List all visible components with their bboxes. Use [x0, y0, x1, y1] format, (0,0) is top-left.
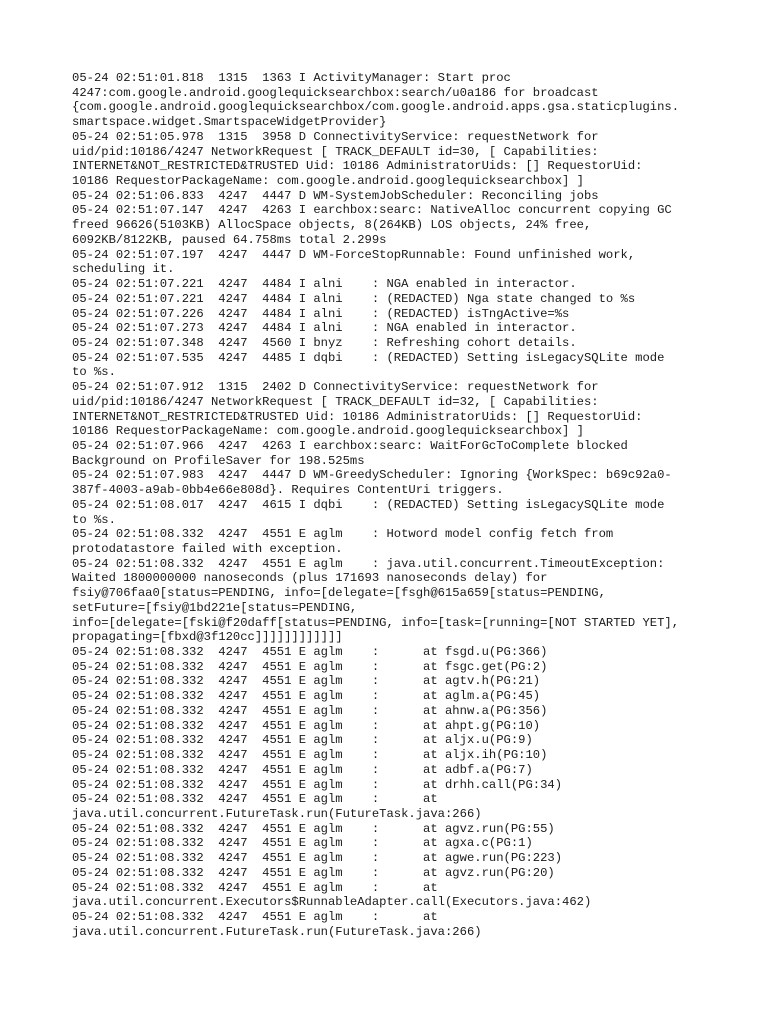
log-line: 05-24 02:51:07.221 4247 4484 I alni : (REDACTED) Nga state changed to %s [72, 291, 636, 306]
log-line: 05-24 02:51:08.332 4247 4551 E aglm : at agxa.c(PG:1) [72, 836, 533, 851]
log-line: 05-24 02:51:07.147 4247 4263 I earchbox:searc: NativeAlloc concurrent copying GC [72, 203, 672, 218]
log-line: uid/pid:10186/4247 NetworkRequest [ TRACK_DEFAULT id=30, [ Capabilities: [72, 144, 599, 159]
log-line: java.util.concurrent.FutureTask.run(FutureTask.java:266) [72, 806, 482, 821]
log-line: 05-24 02:51:07.535 4247 4485 I dqbi : (REDACTED) Setting isLegacySQLite mode [72, 350, 665, 365]
log-line: 05-24 02:51:08.332 4247 4551 E aglm : at aljx.ih(PG:10) [72, 748, 548, 763]
log-line: info=[delegate=[fski@f20daff[status=PENDING, info=[task=[running=[NOT STARTED YET], [72, 615, 680, 630]
log-line: 05-24 02:51:08.332 4247 4551 E aglm : at aglm.a(PG:45) [72, 689, 541, 704]
log-line: 05-24 02:51:08.332 4247 4551 E aglm : at drhh.call(PG:34) [72, 777, 563, 792]
log-line: 05-24 02:51:08.332 4247 4551 E aglm : at aljx.u(PG:9) [72, 733, 533, 748]
log-line: 10186 RequestorPackageName: com.google.android.googlequicksearchbox] ] [72, 424, 584, 439]
log-line: fsiy@706faa0[status=PENDING, info=[delegate=[fsgh@615a659[status=PENDING, [72, 586, 606, 601]
log-line: 05-24 02:51:06.833 4247 4447 D WM-SystemJobScheduler: Reconciling jobs [72, 188, 599, 203]
log-line: 10186 RequestorPackageName: com.google.android.googlequicksearchbox] ] [72, 174, 584, 189]
log-line: java.util.concurrent.Executors$RunnableAdapter.call(Executors.java:462) [72, 895, 592, 910]
log-line: 05-24 02:51:07.273 4247 4484 I alni : NGA enabled in interactor. [72, 321, 577, 336]
log-line: 05-24 02:51:08.332 4247 4551 E aglm : java.util.concurrent.TimeoutException: [72, 556, 665, 571]
log-line: 05-24 02:51:08.332 4247 4551 E aglm : at agwe.run(PG:223) [72, 851, 563, 866]
log-line: INTERNET&NOT_RESTRICTED&TRUSTED Uid: 10186 AdministratorUids: [] RequestorUid: [72, 159, 643, 174]
log-line: 05-24 02:51:01.818 1315 1363 I ActivityManager: Start proc [72, 71, 511, 85]
log-line: protodatastore failed with exception. [72, 542, 343, 556]
log-line: 05-24 02:51:08.332 4247 4551 E aglm : at [72, 909, 438, 924]
log-line: 05-24 02:51:08.332 4247 4551 E aglm : at agtv.h(PG:21) [72, 674, 541, 689]
log-line: 05-24 02:51:08.332 4247 4551 E aglm : Hotword model config fetch from [72, 527, 614, 542]
log-line: java.util.concurrent.FutureTask.run(FutureTask.java:266) [72, 924, 482, 939]
log-line: 05-24 02:51:07.966 4247 4263 I earchbox:searc: WaitForGcToComplete blocked [72, 438, 628, 453]
log-line: uid/pid:10186/4247 NetworkRequest [ TRACK_DEFAULT id=32, [ Capabilities: [72, 394, 599, 409]
log-line: 6092KB/8122KB, paused 64.758ms total 2.299s [72, 232, 387, 247]
log-line: 05-24 02:51:08.332 4247 4551 E aglm : at ahpt.g(PG:10) [72, 718, 541, 733]
log-line: 05-24 02:51:08.017 4247 4615 I dqbi : (REDACTED) Setting isLegacySQLite mode [72, 497, 665, 512]
log-line: 05-24 02:51:07.226 4247 4484 I alni : (REDACTED) isTngActive=%s [72, 306, 570, 321]
log-line: 05-24 02:51:08.332 4247 4551 E aglm : at agvz.run(PG:20) [72, 865, 555, 880]
log-line: to %s. [72, 512, 116, 527]
log-line: scheduling it. [72, 262, 175, 277]
log-line: 05-24 02:51:08.332 4247 4551 E aglm : at [72, 880, 438, 895]
log-line: 05-24 02:51:08.332 4247 4551 E aglm : at adbf.a(PG:7) [72, 762, 533, 777]
log-line: to %s. [72, 365, 116, 380]
log-line: 05-24 02:51:08.332 4247 4551 E aglm : at [72, 792, 438, 807]
log-line: 05-24 02:51:07.983 4247 4447 D WM-GreedyScheduler: Ignoring {WorkSpec: b69c92a0- [72, 468, 672, 483]
log-line: 05-24 02:51:07.221 4247 4484 I alni : NGA enabled in interactor. [72, 277, 577, 292]
log-line: 387f-4003-a9ab-0bb4e66e808d}. Requires ContentUri triggers. [72, 483, 504, 498]
log-line: smartspace.widget.SmartspaceWidgetProvider} [72, 115, 387, 130]
log-line: Waited 1800000000 nanoseconds (plus 171693 nanoseconds delay) for [72, 571, 548, 586]
log-line: Background on ProfileSaver for 198.525ms [72, 453, 365, 468]
log-line: 05-24 02:51:08.332 4247 4551 E aglm : at fsgd.u(PG:366) [72, 645, 548, 660]
log-line: 05-24 02:51:07.348 4247 4560 I bnyz : Refreshing cohort details. [72, 335, 577, 350]
log-line: setFuture=[fsiy@1bd221e[status=PENDING, [72, 600, 358, 615]
log-line: 05-24 02:51:08.332 4247 4551 E aglm : at ahnw.a(PG:356) [72, 703, 548, 718]
log-line: 05-24 02:51:08.332 4247 4551 E aglm : at agvz.run(PG:55) [72, 821, 555, 836]
log-line: 05-24 02:51:07.197 4247 4447 D WM-ForceStopRunnable: Found unfinished work, [72, 247, 636, 262]
log-line: 05-24 02:51:08.332 4247 4551 E aglm : at fsgc.get(PG:2) [72, 659, 548, 674]
log-line: 05-24 02:51:05.978 1315 3958 D ConnectivityService: requestNetwork for [72, 129, 599, 144]
log-line: INTERNET&NOT_RESTRICTED&TRUSTED Uid: 10186 AdministratorUids: [] RequestorUid: [72, 409, 643, 424]
log-line: propagating=[fbxd@3f120cc]]]]]]]]]]]] [72, 630, 343, 645]
log-line: 4247:com.google.android.googlequicksearchbox:search/u0a186 for broadcast [72, 85, 599, 100]
log-text-block [72, 71, 712, 939]
log-line: {com.google.android.googlequicksearchbox/com.google.android.apps.gsa.staticplugins. [72, 100, 680, 115]
log-line: freed 96626(5103KB) AllocSpace objects, 8(264KB) LOS objects, 24% free, [72, 218, 592, 233]
log-line: 05-24 02:51:07.912 1315 2402 D ConnectivityService: requestNetwork for [72, 380, 599, 395]
